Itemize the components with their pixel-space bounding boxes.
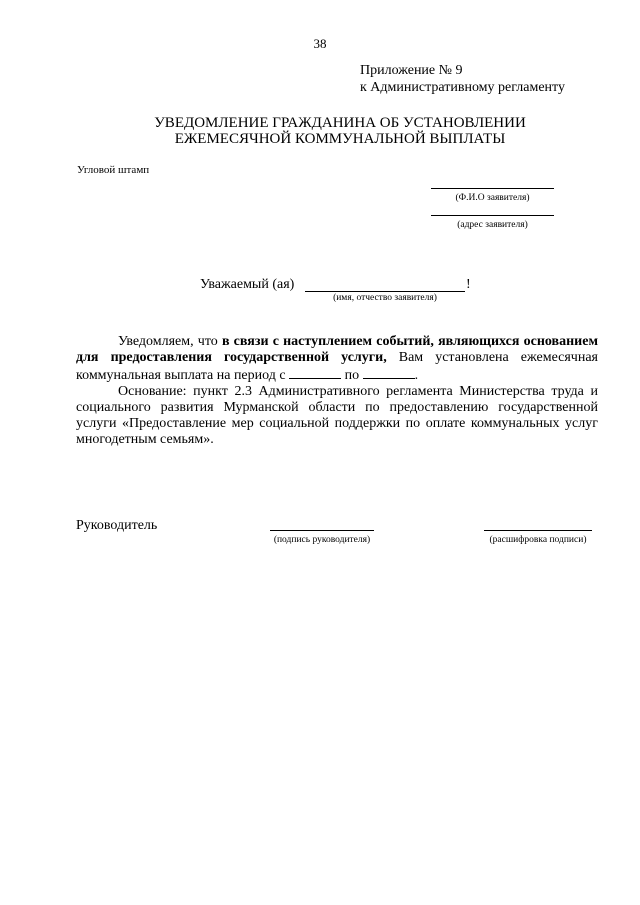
p1-mid: по <box>341 368 363 383</box>
greeting <box>200 277 294 293</box>
title-line-2: ЕЖЕМЕСЯЧНОЙ КОММУНАЛЬНОЙ ВЫПЛАТЫ <box>174 131 506 147</box>
appendix-reference: к Административному регламенту <box>360 80 565 95</box>
appendix-number: Приложение № 9 <box>360 63 463 78</box>
p1-bold-phrase: в связи с наступлением событий, являющихся основанием для предоставления государственной услуги, <box>76 334 598 365</box>
notice-paragraph-1 <box>76 334 598 384</box>
applicant-name-line <box>431 188 554 189</box>
appendix-header <box>360 62 565 96</box>
p1-end: . <box>414 368 419 383</box>
title-line-1: УВЕДОМЛЕНИЕ ГРАЖДАНИНА ОБ УСТАНОВЛЕНИИ <box>154 115 526 131</box>
period-end-blank <box>363 366 415 379</box>
applicant-address-line <box>431 215 554 216</box>
notice-body <box>76 334 598 448</box>
signature-role-label: Руководитель <box>76 518 158 533</box>
signature-line <box>270 530 374 531</box>
greeting-name-line <box>305 291 465 292</box>
applicant-name-caption: (Ф.И.О заявителя) <box>455 193 530 203</box>
greeting-text: Уважаемый (ая) <box>200 277 295 292</box>
period-start-blank <box>289 366 341 379</box>
signature-caption: (подпись руководителя) <box>273 535 371 545</box>
signature-decode-caption: (расшифровка подписи) <box>489 535 587 545</box>
signature-decode-line <box>484 530 592 531</box>
notice-paragraph-2: Основание: пункт 2.3 Административного регламента Министерства труда и социального развития Мурманской области по предоставлению государственной услуги «Предоставление мер социальной поддержки по оплате коммунальных услуг многодетным семьям». <box>76 384 598 447</box>
applicant-address-caption: (адрес заявителя) <box>457 220 528 230</box>
p1-start: Уведомляем, что <box>118 334 222 349</box>
corner-stamp-label: Угловой штамп <box>77 164 150 176</box>
greeting-exclamation: ! <box>466 277 471 292</box>
greeting-caption: (имя, отчество заявителя) <box>333 293 437 303</box>
page-number: 38 <box>313 36 327 51</box>
p1-after: Вам установлена ежемесячная коммунальная выплата на период с <box>76 350 598 383</box>
document-title <box>0 115 640 147</box>
